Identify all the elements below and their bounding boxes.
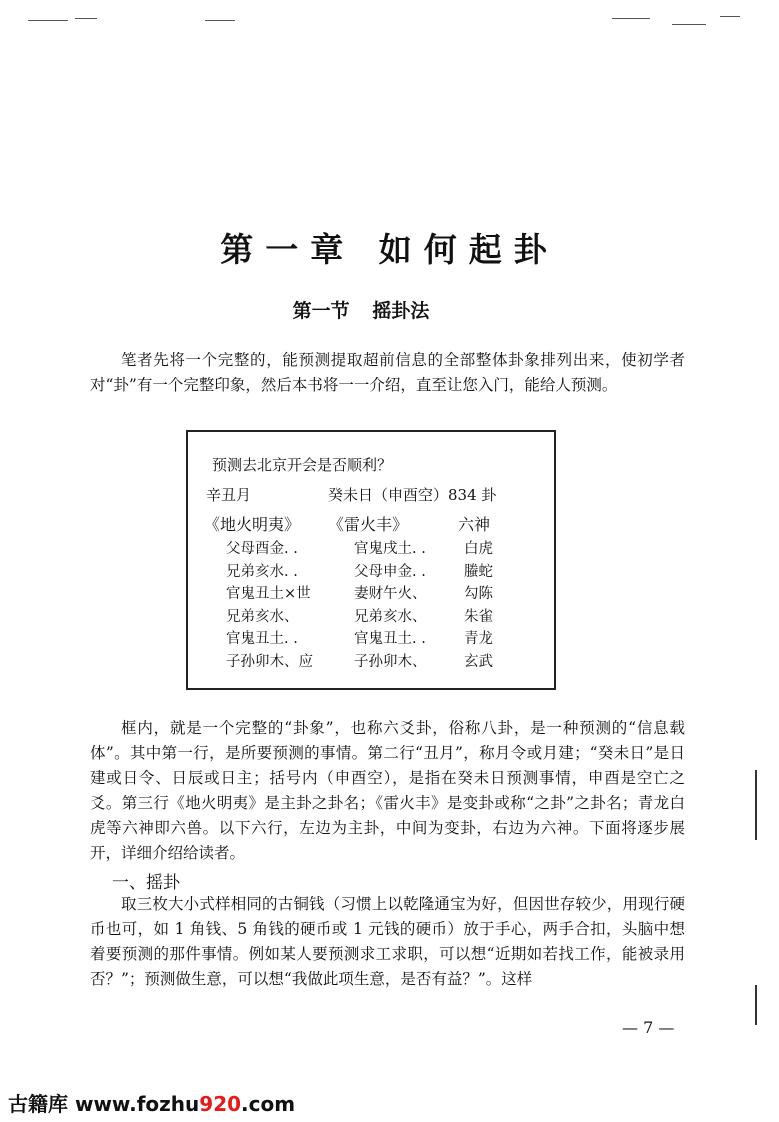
subheading-shake-gua: 一、摇卦 bbox=[112, 873, 180, 893]
six-god: 白虎 bbox=[464, 541, 493, 557]
main-line: 兄弟亥水. . bbox=[226, 563, 298, 580]
scan-artifact bbox=[205, 20, 235, 21]
main-line: 官鬼丑土. . bbox=[226, 631, 298, 647]
box-date-day: 癸未日（申酉空）834 卦 bbox=[328, 486, 497, 504]
change-line: 官鬼戌土. . bbox=[354, 541, 426, 557]
main-line: 父母酉金. . bbox=[226, 541, 298, 557]
box-question: 预测去北京开会是否顺利？ bbox=[212, 456, 393, 474]
scan-artifact bbox=[720, 16, 740, 17]
margin-mark bbox=[755, 770, 757, 840]
hexagram-example-box bbox=[186, 430, 556, 690]
six-god: 勾陈 bbox=[464, 586, 493, 602]
change-line: 官鬼丑土. . bbox=[354, 631, 426, 647]
section-name: 摇卦法 bbox=[372, 300, 430, 322]
watermark-prefix: 古籍库 www.fozhu bbox=[8, 1092, 200, 1116]
watermark-number: 920 bbox=[199, 1092, 242, 1116]
watermark-suffix: .com bbox=[241, 1092, 296, 1116]
intro-paragraph: 笔者先将一个完整的，能预测提取超前信息的全部整体卦象排列出来，使初学者对“卦”有一个完整印象，然后本书将一一介绍，直至让您入门，能给人预测。 bbox=[90, 351, 685, 394]
main-line: 兄弟亥水、 bbox=[226, 608, 299, 625]
method-paragraph: 取三枚大小式样相同的古铜钱（习惯上以乾隆通宝为好，但因世存较少，用现行硬币也可，如 1 角钱、5 角钱的硬币或 1 元钱的硬币）放于手心，两手合扣，头脑中想着要预测的那件事情。例如某人要预测求工求职，可以想“近期如若找工作，能被录用否？”；预测做生意，可以想“我做此项生意，是否有益？”。这样 bbox=[90, 895, 685, 988]
page-number: — 7 — bbox=[622, 1018, 675, 1037]
change-line: 兄弟亥水、 bbox=[354, 608, 427, 625]
main-gua-lines bbox=[226, 538, 313, 673]
main-line: 子孙卯木、应 bbox=[226, 653, 313, 670]
six-god: 青龙 bbox=[464, 631, 493, 647]
scan-artifact bbox=[612, 18, 650, 19]
six-gods-column bbox=[464, 538, 493, 673]
box-main-gua-name: 《地火明夷》 bbox=[204, 515, 301, 534]
scan-artifact bbox=[75, 18, 97, 19]
margin-mark bbox=[755, 985, 757, 1025]
explanation-paragraph: 框内，就是一个完整的“卦象”，也称六爻卦，俗称八卦，是一种预测的“信息载体”。其中第一行，是所要预测的事情。第二行“丑月”，称月令或月建；“癸未日”是日建或日令、日辰或日主；括号内（申酉空），是指在癸未日预测事情，申酉是空亡之爻。第三行《地火明夷》是主卦之卦名；《雷火丰》是变卦或称“之卦”之卦名；青龙白虎等六神即六兽。以下六行，左边为主卦，中间为变卦，右边为六神。下面将逐步展开，详细介绍给读者。 bbox=[90, 719, 685, 862]
scan-artifact bbox=[28, 20, 68, 21]
section-number: 第一节 bbox=[292, 300, 350, 322]
box-change-gua-name: 《雷火丰》 bbox=[328, 515, 409, 534]
box-date-month: 辛丑月 bbox=[206, 486, 252, 504]
six-god: 螣蛇 bbox=[464, 563, 493, 580]
main-line: 官鬼丑土×世 bbox=[226, 586, 311, 602]
chapter-title: 第一章 如何起卦 bbox=[220, 230, 559, 269]
six-god: 玄武 bbox=[464, 653, 493, 670]
site-watermark bbox=[8, 1088, 295, 1117]
change-line: 父母申金. . bbox=[354, 563, 426, 580]
change-line: 妻财午火、 bbox=[354, 586, 427, 602]
six-god: 朱雀 bbox=[464, 608, 493, 625]
box-six-gods-label: 六神 bbox=[458, 515, 491, 534]
change-gua-lines bbox=[354, 538, 427, 673]
change-line: 子孙卯木、 bbox=[354, 653, 427, 670]
scan-artifact bbox=[672, 24, 706, 25]
section-title bbox=[0, 296, 722, 323]
